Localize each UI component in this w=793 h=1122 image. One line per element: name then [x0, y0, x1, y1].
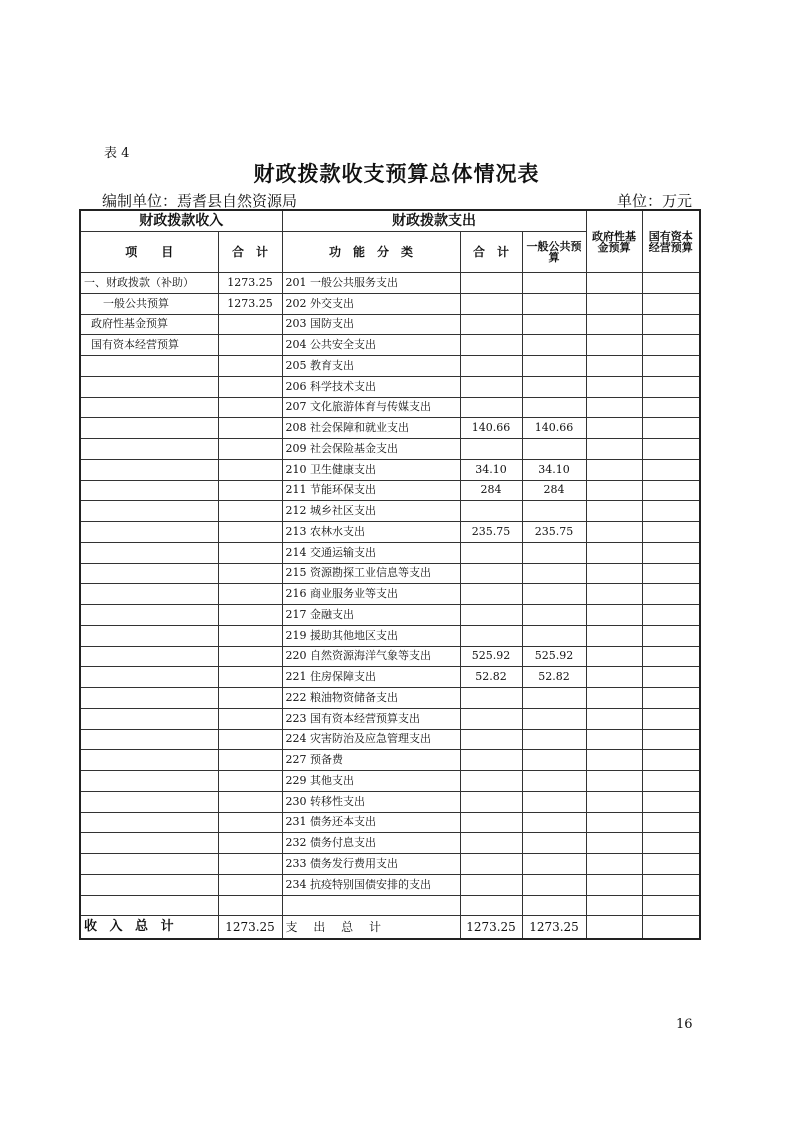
income-item-cell — [80, 812, 218, 833]
expense-general-cell — [522, 501, 586, 522]
income-item-cell: 一、财政拨款（补助） — [80, 273, 218, 294]
gov-fund-cell — [586, 563, 642, 584]
gov-fund-cell — [586, 771, 642, 792]
expense-general-cell — [522, 625, 586, 646]
income-value-cell — [218, 708, 282, 729]
gov-fund-cell — [586, 314, 642, 335]
page-title: 财政拨款收支预算总体情况表 — [253, 161, 540, 186]
expense-general-cell — [522, 273, 586, 294]
item-header: 项 目 — [80, 232, 218, 273]
expense-item-cell: 224 灾害防治及应急管理支出 — [282, 729, 460, 750]
expense-total-cell: 52.82 — [460, 667, 522, 688]
state-capital-cell — [642, 667, 700, 688]
expense-general-cell — [522, 293, 586, 314]
state-capital-cell — [642, 522, 700, 543]
general-header: 一般公共预算 — [522, 232, 586, 273]
state-capital-cell — [642, 501, 700, 522]
income-item-cell — [80, 646, 218, 667]
expense-general-cell — [522, 314, 586, 335]
expense-total-cell: 34.10 — [460, 459, 522, 480]
income-item-cell — [80, 439, 218, 460]
income-item-cell — [80, 791, 218, 812]
expense-total-cell — [460, 273, 522, 294]
expense-item-cell: 220 自然资源海洋气象等支出 — [282, 646, 460, 667]
income-value-cell — [218, 646, 282, 667]
page-number: 16 — [676, 1017, 693, 1032]
expense-general-cell: 525.92 — [522, 646, 586, 667]
expense-group-header: 财政拨款支出 — [282, 210, 586, 232]
org-label: 编制单位：焉耆县自然资源局 — [102, 192, 298, 210]
income-value-cell — [218, 771, 282, 792]
gov-fund-cell — [586, 584, 642, 605]
expense-total-cell: 235.75 — [460, 522, 522, 543]
gov-fund-cell — [586, 335, 642, 356]
unit-row — [102, 190, 692, 210]
gov-fund-cell — [586, 376, 642, 397]
expense-general-cell: 52.82 — [522, 667, 586, 688]
gov-fund-cell — [586, 854, 642, 875]
gov-fund-cell — [586, 750, 642, 771]
expense-item-cell: 209 社会保险基金支出 — [282, 439, 460, 460]
expense-general-cell — [522, 729, 586, 750]
expense-item-cell: 203 国防支出 — [282, 314, 460, 335]
budget-table — [79, 209, 701, 940]
income-total-label: 收 入 总 计 — [80, 916, 218, 940]
income-value-cell — [218, 584, 282, 605]
income-item-cell — [80, 522, 218, 543]
state-capital-cell — [642, 625, 700, 646]
gov-fund-cell — [586, 542, 642, 563]
income-item-cell — [80, 459, 218, 480]
table-row — [80, 646, 700, 667]
expense-general-cell — [522, 874, 586, 895]
expense-total-cell: 140.66 — [460, 418, 522, 439]
expense-general-cell: 140.66 — [522, 418, 586, 439]
income-value-cell — [218, 791, 282, 812]
expense-item-cell: 219 援助其他地区支出 — [282, 625, 460, 646]
income-item-cell — [80, 501, 218, 522]
income-value-cell — [218, 397, 282, 418]
expense-total-cell — [460, 397, 522, 418]
expense-general-cell — [522, 833, 586, 854]
expense-item-cell: 215 资源勘探工业信息等支出 — [282, 563, 460, 584]
income-value-cell — [218, 812, 282, 833]
gov-fund-cell — [586, 625, 642, 646]
expense-item-cell: 223 国有资本经营预算支出 — [282, 708, 460, 729]
expense-total-cell — [460, 791, 522, 812]
gov-fund-cell — [586, 356, 642, 377]
income-item-cell — [80, 708, 218, 729]
income-value-cell — [218, 418, 282, 439]
gov-fund-cell — [586, 501, 642, 522]
gov-fund-cell — [586, 812, 642, 833]
gov-fund-cell — [586, 439, 642, 460]
income-value-cell — [218, 522, 282, 543]
gov-fund-cell — [586, 397, 642, 418]
expense-total-cell — [460, 874, 522, 895]
expense-total-cell: 525.92 — [460, 646, 522, 667]
income-value-cell — [218, 356, 282, 377]
expense-general-cell — [522, 688, 586, 709]
income-item-cell — [80, 376, 218, 397]
expense-general-total-value: 1273.25 — [522, 916, 586, 940]
expense-total-cell — [460, 335, 522, 356]
expense-item-cell: 207 文化旅游体育与传媒支出 — [282, 397, 460, 418]
income-value-cell — [218, 314, 282, 335]
expense-general-cell: 34.10 — [522, 459, 586, 480]
state-capital-cell — [642, 750, 700, 771]
expense-general-cell — [522, 791, 586, 812]
income-item-cell — [80, 729, 218, 750]
table-row — [80, 750, 700, 771]
state-capital-cell — [642, 273, 700, 294]
gov-fund-cell — [586, 480, 642, 501]
expense-item-cell: 230 转移性支出 — [282, 791, 460, 812]
expense-total-cell — [460, 750, 522, 771]
expense-general-cell — [522, 584, 586, 605]
income-value-cell — [218, 895, 282, 916]
income-group-header: 财政拨款收入 — [80, 210, 282, 232]
state-capital-cell — [642, 729, 700, 750]
state-capital-cell — [642, 605, 700, 626]
state-capital-cell — [642, 688, 700, 709]
expense-total-cell — [460, 625, 522, 646]
expense-total-cell — [460, 542, 522, 563]
expense-total-cell — [460, 729, 522, 750]
state-capital-cell — [642, 771, 700, 792]
expense-item-cell — [282, 895, 460, 916]
income-value-cell — [218, 459, 282, 480]
income-item-cell — [80, 397, 218, 418]
income-item-cell: 政府性基金预算 — [80, 314, 218, 335]
expense-total-cell — [460, 501, 522, 522]
expense-total-cell — [460, 833, 522, 854]
expense-general-cell — [522, 335, 586, 356]
expense-item-cell: 212 城乡社区支出 — [282, 501, 460, 522]
table-row — [80, 542, 700, 563]
expense-item-cell: 216 商业服务业等支出 — [282, 584, 460, 605]
expense-item-cell: 231 债务还本支出 — [282, 812, 460, 833]
income-value-cell — [218, 750, 282, 771]
expense-total-value: 1273.25 — [460, 916, 522, 940]
expense-item-cell: 222 粮油物资储备支出 — [282, 688, 460, 709]
expense-item-cell: 221 住房保障支出 — [282, 667, 460, 688]
expense-item-cell: 208 社会保障和就业支出 — [282, 418, 460, 439]
table-row — [80, 833, 700, 854]
expense-total-cell — [460, 708, 522, 729]
income-item-cell — [80, 895, 218, 916]
state-capital-cell — [642, 584, 700, 605]
gov-fund-cell — [586, 667, 642, 688]
state-capital-cell — [642, 542, 700, 563]
income-value-cell — [218, 688, 282, 709]
expense-total-cell — [460, 314, 522, 335]
expense-general-cell — [522, 563, 586, 584]
expense-general-cell — [522, 854, 586, 875]
expense-total-cell — [460, 356, 522, 377]
table-row — [80, 729, 700, 750]
gov-fund-cell — [586, 273, 642, 294]
table-row — [80, 854, 700, 875]
expense-general-cell — [522, 708, 586, 729]
gov-fund-total-cell — [586, 916, 642, 940]
income-value-cell — [218, 854, 282, 875]
state-capital-cell — [642, 314, 700, 335]
income-item-cell — [80, 542, 218, 563]
table-row — [80, 522, 700, 543]
table-row — [80, 501, 700, 522]
table-row — [80, 480, 700, 501]
table-row — [80, 791, 700, 812]
gov-fund-cell — [586, 459, 642, 480]
table-row — [80, 874, 700, 895]
state-capital-cell — [642, 854, 700, 875]
table-row — [80, 459, 700, 480]
table-row — [80, 667, 700, 688]
income-value-cell — [218, 625, 282, 646]
table-body — [80, 273, 700, 916]
income-item-cell — [80, 563, 218, 584]
expense-total-cell — [460, 293, 522, 314]
expense-general-cell — [522, 605, 586, 626]
income-item-cell — [80, 418, 218, 439]
expense-general-cell — [522, 397, 586, 418]
income-item-cell: 一般公共预算 — [80, 293, 218, 314]
gov-fund-cell — [586, 418, 642, 439]
state-capital-cell — [642, 480, 700, 501]
state-capital-cell — [642, 356, 700, 377]
income-total-value: 1273.25 — [218, 916, 282, 940]
state-capital-cell — [642, 708, 700, 729]
expense-item-cell: 232 债务付息支出 — [282, 833, 460, 854]
table-row — [80, 895, 700, 916]
income-value-cell — [218, 667, 282, 688]
expense-item-cell: 214 交通运输支出 — [282, 542, 460, 563]
state-capital-cell — [642, 439, 700, 460]
expense-item-cell: 211 节能环保支出 — [282, 480, 460, 501]
gov-fund-cell — [586, 729, 642, 750]
income-item-cell — [80, 356, 218, 377]
table-row — [80, 812, 700, 833]
income-value-cell — [218, 874, 282, 895]
income-item-cell — [80, 480, 218, 501]
expense-general-cell — [522, 895, 586, 916]
table-row — [80, 397, 700, 418]
table-row — [80, 273, 700, 294]
income-value-cell — [218, 833, 282, 854]
state-capital-cell — [642, 874, 700, 895]
income-value-cell — [218, 439, 282, 460]
gov-fund-cell — [586, 293, 642, 314]
expense-total-label: 支 出 总 计 — [282, 916, 460, 940]
state-capital-cell — [642, 418, 700, 439]
table-row — [80, 439, 700, 460]
state-capital-cell — [642, 397, 700, 418]
gov-fund-cell — [586, 874, 642, 895]
expense-general-cell — [522, 376, 586, 397]
expense-total-cell — [460, 688, 522, 709]
total-row — [80, 916, 700, 940]
gov-fund-cell — [586, 688, 642, 709]
income-value-cell — [218, 335, 282, 356]
expense-item-cell: 202 外交支出 — [282, 293, 460, 314]
expense-item-cell: 233 债务发行费用支出 — [282, 854, 460, 875]
state-capital-cell — [642, 293, 700, 314]
gov-fund-cell — [586, 522, 642, 543]
gov-fund-cell — [586, 708, 642, 729]
gov-fund-cell — [586, 791, 642, 812]
expense-total-cell — [460, 854, 522, 875]
income-value-cell — [218, 480, 282, 501]
table-row — [80, 314, 700, 335]
table-row — [80, 335, 700, 356]
income-value-cell — [218, 563, 282, 584]
expense-total-cell — [460, 812, 522, 833]
state-capital-cell — [642, 833, 700, 854]
table-row — [80, 293, 700, 314]
income-item-cell — [80, 625, 218, 646]
state-capital-cell — [642, 376, 700, 397]
income-value-cell — [218, 605, 282, 626]
income-value-cell — [218, 501, 282, 522]
expense-item-cell: 227 预备费 — [282, 750, 460, 771]
expense-total-cell — [460, 376, 522, 397]
expense-item-cell: 205 教育支出 — [282, 356, 460, 377]
table-number: 表 4 — [104, 146, 130, 161]
table-row — [80, 563, 700, 584]
expense-item-cell: 229 其他支出 — [282, 771, 460, 792]
income-value-cell — [218, 729, 282, 750]
state-capital-cell — [642, 335, 700, 356]
income-item-cell — [80, 667, 218, 688]
income-value-cell — [218, 376, 282, 397]
table-row — [80, 708, 700, 729]
income-item-cell — [80, 584, 218, 605]
expense-total-cell — [460, 439, 522, 460]
expense-item-cell: 210 卫生健康支出 — [282, 459, 460, 480]
expense-item-cell: 213 农林水支出 — [282, 522, 460, 543]
income-value-cell — [218, 542, 282, 563]
table-row — [80, 376, 700, 397]
expense-general-cell — [522, 750, 586, 771]
exp-total-header: 合 计 — [460, 232, 522, 273]
table-row — [80, 418, 700, 439]
expense-item-cell: 201 一般公共服务支出 — [282, 273, 460, 294]
table-row — [80, 584, 700, 605]
state-capital-cell — [642, 791, 700, 812]
expense-total-cell — [460, 563, 522, 584]
table-row — [80, 605, 700, 626]
gov-fund-cell — [586, 895, 642, 916]
income-item-cell — [80, 854, 218, 875]
state-capital-cell — [642, 812, 700, 833]
table-row — [80, 771, 700, 792]
expense-general-cell — [522, 439, 586, 460]
expense-general-cell: 284 — [522, 480, 586, 501]
table-row — [80, 625, 700, 646]
income-value-cell: 1273.25 — [218, 293, 282, 314]
expense-item-cell: 234 抗疫特别国债安排的支出 — [282, 874, 460, 895]
income-item-cell: 国有资本经营预算 — [80, 335, 218, 356]
state-capital-cell — [642, 459, 700, 480]
income-value-cell: 1273.25 — [218, 273, 282, 294]
expense-general-cell — [522, 771, 586, 792]
gov-fund-cell — [586, 833, 642, 854]
expense-general-cell: 235.75 — [522, 522, 586, 543]
income-item-cell — [80, 833, 218, 854]
state-capital-cell — [642, 563, 700, 584]
expense-item-cell: 217 金融支出 — [282, 605, 460, 626]
expense-total-cell — [460, 584, 522, 605]
income-item-cell — [80, 605, 218, 626]
state-capital-header: 国有资本经营预算 — [642, 210, 700, 273]
state-capital-cell — [642, 895, 700, 916]
state-capital-cell — [642, 646, 700, 667]
gov-fund-cell — [586, 605, 642, 626]
expense-total-cell — [460, 895, 522, 916]
expense-general-cell — [522, 542, 586, 563]
table-row — [80, 688, 700, 709]
unit-label: 单位：万元 — [616, 192, 692, 210]
table-row — [80, 356, 700, 377]
expense-total-cell: 284 — [460, 480, 522, 501]
expense-item-cell: 204 公共安全支出 — [282, 335, 460, 356]
income-item-cell — [80, 750, 218, 771]
state-capital-total-cell — [642, 916, 700, 940]
expense-total-cell — [460, 771, 522, 792]
func-header: 功 能 分 类 — [282, 232, 460, 273]
income-item-cell — [80, 874, 218, 895]
gov-fund-cell — [586, 646, 642, 667]
item-total-header: 合 计 — [218, 232, 282, 273]
expense-total-cell — [460, 605, 522, 626]
expense-general-cell — [522, 812, 586, 833]
income-item-cell — [80, 771, 218, 792]
income-item-cell — [80, 688, 218, 709]
gov-fund-header: 政府性基金预算 — [586, 210, 642, 273]
expense-item-cell: 206 科学技术支出 — [282, 376, 460, 397]
expense-general-cell — [522, 356, 586, 377]
